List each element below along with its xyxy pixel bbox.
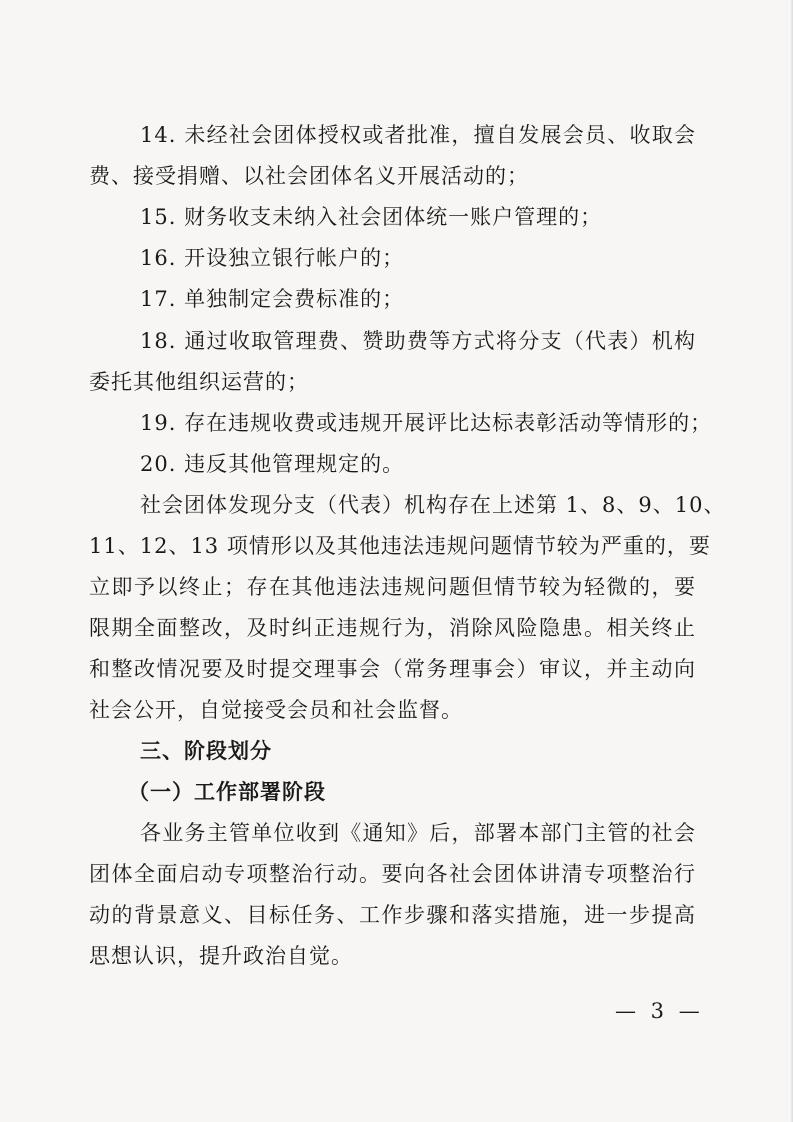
- item-18-line-1: 18. 通过收取管理费、赞助费等方式将分支（代表）机构: [140, 329, 696, 353]
- subsection-heading-1: （一）工作部署阶段: [128, 780, 326, 804]
- item-20: 20. 违反其他管理规定的。: [140, 452, 405, 476]
- page-number: — 3 —: [615, 999, 704, 1023]
- paragraph-1-line-2: 11、12、13 项情形以及其他违法违规问题情节较为严重的，要: [89, 534, 711, 558]
- item-14-line-2: 费、接受捐赠、以社会团体名义开展活动的；: [89, 164, 529, 188]
- paragraph-2-line-3: 动的背景意义、目标任务、工作步骤和落实措施，进一步提高: [89, 903, 696, 927]
- paragraph-1-line-4: 限期全面整改，及时纠正违规行为，消除风险隐患。相关终止: [89, 616, 696, 640]
- paragraph-1-line-5: 和整改情况要及时提交理事会（常务理事会）审议，并主动向: [89, 657, 696, 681]
- item-19: 19. 存在违规收费或违规开展评比达标表彰活动等情形的；: [140, 411, 713, 435]
- item-15: 15. 财务收支未纳入社会团体统一账户管理的；: [140, 205, 603, 229]
- item-16: 16. 开设独立银行帐户的；: [140, 246, 405, 270]
- paragraph-1-line-6: 社会公开，自觉接受会员和社会监督。: [89, 698, 463, 722]
- item-14-line-1: 14. 未经社会团体授权或者批准，擅自发展会员、收取会: [140, 123, 696, 147]
- paragraph-1-line-3: 立即予以终止；存在其他违法违规问题但情节较为轻微的，要: [89, 575, 696, 599]
- scan-edge: [789, 0, 793, 1122]
- paragraph-1-line-1: 社会团体发现分支（代表）机构存在上述第 1、8、9、10、: [140, 493, 726, 517]
- item-17: 17. 单独制定会费标准的；: [140, 287, 405, 311]
- section-heading-3: 三、阶段划分: [140, 739, 272, 763]
- item-18-line-2: 委托其他组织运营的；: [89, 370, 309, 394]
- paragraph-2-line-2: 团体全面启动专项整治行动。要向各社会团体讲清专项整治行: [89, 862, 696, 886]
- paragraph-2-line-1: 各业务主管单位收到《通知》后，部署本部门主管的社会: [140, 821, 696, 845]
- paragraph-2-line-4: 思想认识，提升政治自觉。: [89, 944, 353, 968]
